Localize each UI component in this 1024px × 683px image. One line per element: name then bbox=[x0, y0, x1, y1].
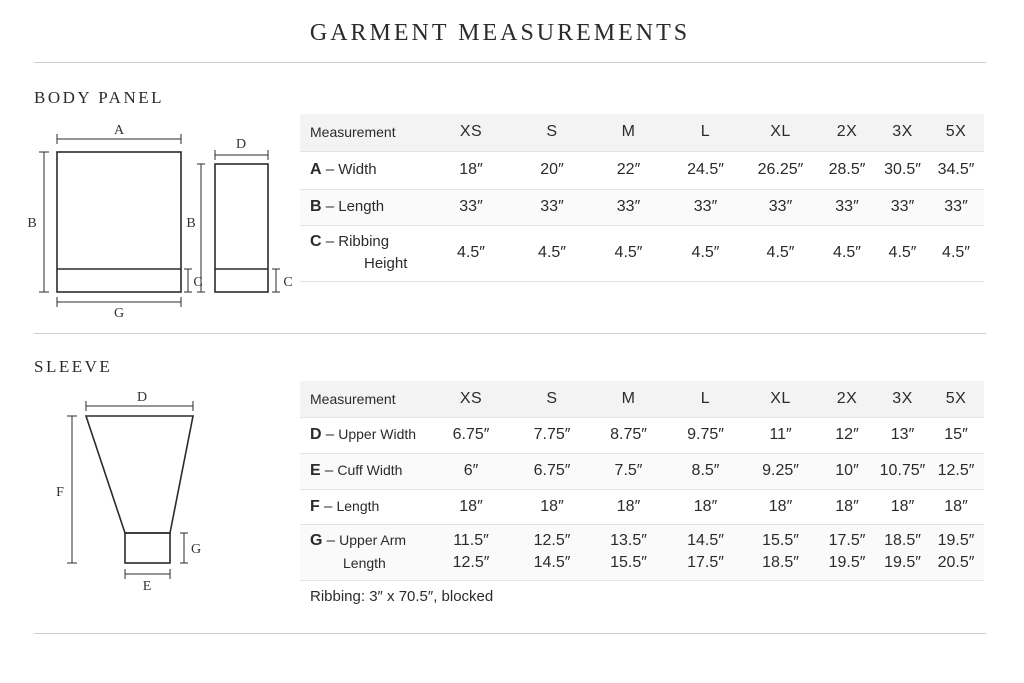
header-size: XL bbox=[744, 114, 817, 151]
header-size: L bbox=[667, 381, 744, 417]
header-measurement: Measurement bbox=[300, 114, 428, 151]
table-header-row bbox=[300, 381, 984, 417]
cell-value: 19.5″ 20.5″ bbox=[928, 524, 984, 580]
sleeve-heading: SLEEVE bbox=[34, 357, 113, 376]
row-label: E – Cuff Width bbox=[300, 453, 428, 489]
sleeve-shape bbox=[86, 416, 193, 533]
header-size: XS bbox=[428, 381, 514, 417]
cell-value: 8.75″ bbox=[590, 417, 667, 453]
header-size: M bbox=[590, 114, 667, 151]
label-d: D bbox=[235, 137, 247, 152]
cell-value: 22″ bbox=[590, 151, 667, 189]
label-f: F bbox=[56, 485, 64, 500]
cell-value: 28.5″ bbox=[817, 151, 877, 189]
table-row bbox=[300, 225, 984, 281]
cell-value: 18″ bbox=[428, 151, 514, 189]
body-panel-heading: BODY PANEL bbox=[34, 88, 165, 107]
cell-value: 18″ bbox=[667, 489, 744, 524]
cell-value: 33″ bbox=[817, 189, 877, 225]
cell-value: 12.5″ bbox=[928, 453, 984, 489]
label-d: D bbox=[136, 390, 148, 405]
cell-value: 11.5″ 12.5″ bbox=[428, 524, 514, 580]
header-size: 5X bbox=[928, 114, 984, 151]
row-label: D – Upper Width bbox=[300, 417, 428, 453]
cell-value: 4.5″ bbox=[928, 225, 984, 281]
cell-value: 13″ bbox=[877, 417, 928, 453]
cell-value: 6″ bbox=[428, 453, 514, 489]
table-header-row bbox=[300, 114, 984, 151]
table-row bbox=[300, 524, 984, 580]
cell-value: 7.75″ bbox=[514, 417, 590, 453]
cell-value: 20″ bbox=[514, 151, 590, 189]
header-size: S bbox=[514, 114, 590, 151]
cell-value: 6.75″ bbox=[514, 453, 590, 489]
header-size: S bbox=[514, 381, 590, 417]
table-row bbox=[300, 489, 984, 524]
cell-value: 18″ bbox=[928, 489, 984, 524]
header-measurement: Measurement bbox=[300, 381, 428, 417]
cell-value: 13.5″ 15.5″ bbox=[590, 524, 667, 580]
ribbing-note: Ribbing: 3″ x 70.5″, blocked bbox=[310, 588, 494, 605]
cell-value: 9.75″ bbox=[667, 417, 744, 453]
cell-value: 33″ bbox=[744, 189, 817, 225]
header-size: XL bbox=[744, 381, 817, 417]
cell-value: 18″ bbox=[428, 489, 514, 524]
cell-value: 33″ bbox=[877, 189, 928, 225]
cell-value: 18.5″ 19.5″ bbox=[877, 524, 928, 580]
table-row bbox=[300, 189, 984, 225]
header-size: 3X bbox=[877, 114, 928, 151]
cuff-rect bbox=[125, 533, 170, 563]
cell-value: 33″ bbox=[514, 189, 590, 225]
bottom-divider bbox=[34, 633, 986, 634]
sleeve-table bbox=[300, 381, 984, 581]
label-b-left: B bbox=[27, 216, 37, 231]
cell-value: 12.5″ 14.5″ bbox=[514, 524, 590, 580]
cell-value: 4.5″ bbox=[590, 225, 667, 281]
cell-value: 10″ bbox=[817, 453, 877, 489]
sleeve-diagram bbox=[0, 0, 310, 683]
label-e: E bbox=[142, 579, 152, 594]
cell-value: 18″ bbox=[817, 489, 877, 524]
cell-value: 4.5″ bbox=[428, 225, 514, 281]
cell-value: 24.5″ bbox=[667, 151, 744, 189]
cell-value: 6.75″ bbox=[428, 417, 514, 453]
header-size: 3X bbox=[877, 381, 928, 417]
header-size: XS bbox=[428, 114, 514, 151]
cell-value: 26.25″ bbox=[744, 151, 817, 189]
label-g: G bbox=[113, 306, 125, 321]
cell-value: 18″ bbox=[744, 489, 817, 524]
cell-value: 10.75″ bbox=[877, 453, 928, 489]
cell-value: 18″ bbox=[590, 489, 667, 524]
label-a: A bbox=[113, 123, 125, 138]
cell-value: 12″ bbox=[817, 417, 877, 453]
cell-value: 9.25″ bbox=[744, 453, 817, 489]
cell-value: 18″ bbox=[877, 489, 928, 524]
cell-value: 15.5″ 18.5″ bbox=[744, 524, 817, 580]
cell-value: 11″ bbox=[744, 417, 817, 453]
table-row bbox=[300, 453, 984, 489]
cell-value: 14.5″ 17.5″ bbox=[667, 524, 744, 580]
cell-value: 8.5″ bbox=[667, 453, 744, 489]
header-size: 2X bbox=[817, 381, 877, 417]
cell-value: 7.5″ bbox=[590, 453, 667, 489]
row-label: C – Ribbing Height bbox=[300, 225, 428, 281]
row-label: A – Width bbox=[300, 151, 428, 189]
cell-value: 33″ bbox=[428, 189, 514, 225]
label-c-right: C bbox=[283, 275, 293, 290]
cell-value: 18″ bbox=[514, 489, 590, 524]
cell-value: 4.5″ bbox=[877, 225, 928, 281]
row-label: F – Length bbox=[300, 489, 428, 524]
cell-value: 15″ bbox=[928, 417, 984, 453]
header-size: 2X bbox=[817, 114, 877, 151]
table-row bbox=[300, 151, 984, 189]
cell-value: 4.5″ bbox=[744, 225, 817, 281]
cell-value: 33″ bbox=[590, 189, 667, 225]
page-title: GARMENT MEASUREMENTS bbox=[309, 20, 691, 46]
header-size: L bbox=[667, 114, 744, 151]
cell-value: 33″ bbox=[928, 189, 984, 225]
cell-value: 4.5″ bbox=[667, 225, 744, 281]
cell-value: 30.5″ bbox=[877, 151, 928, 189]
cell-value: 4.5″ bbox=[514, 225, 590, 281]
cell-value: 17.5″ 19.5″ bbox=[817, 524, 877, 580]
cell-value: 33″ bbox=[667, 189, 744, 225]
cell-value: 4.5″ bbox=[817, 225, 877, 281]
row-label: G – Upper Arm Length bbox=[300, 524, 428, 580]
label-b-right: B bbox=[186, 216, 196, 231]
header-size: M bbox=[590, 381, 667, 417]
cell-value: 34.5″ bbox=[928, 151, 984, 189]
label-g: G bbox=[190, 542, 202, 557]
row-label: B – Length bbox=[300, 189, 428, 225]
label-c-left: C bbox=[193, 275, 203, 290]
body-panel-table bbox=[300, 114, 984, 282]
header-size: 5X bbox=[928, 381, 984, 417]
table-row bbox=[300, 417, 984, 453]
